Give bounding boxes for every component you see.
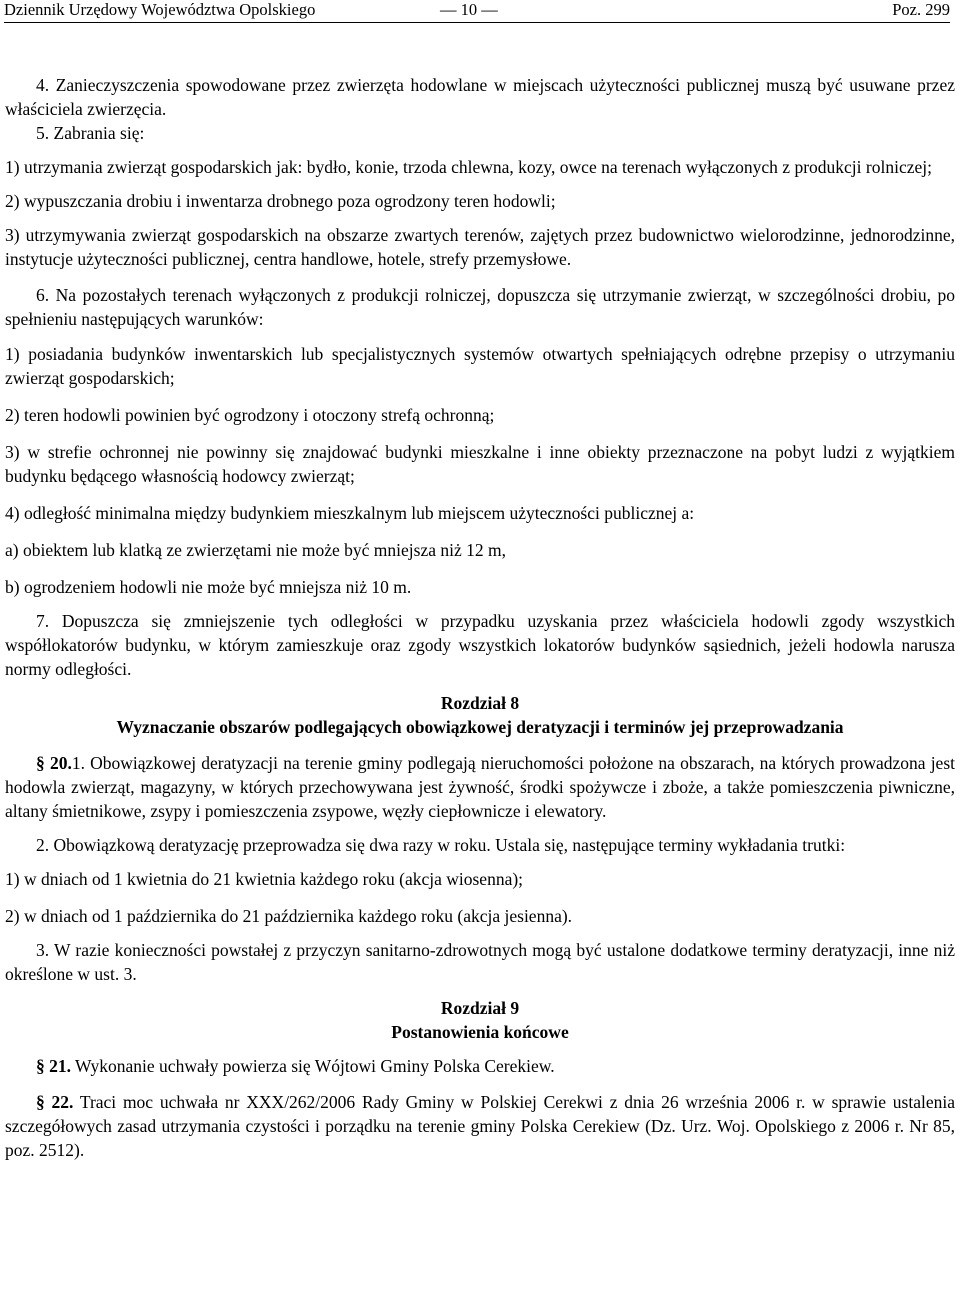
list-item: 2) teren hodowli powinien być ogrodzony i otoczony strefą ochronną; [5,405,495,425]
list-item: 2) wypuszczania drobiu i inwentarza drobnego poza ogrodzony teren hodowli; [5,191,556,211]
section-text: Wykonanie uchwały powierza się Wójtowi Gminy Polska Cerekiew. [71,1056,555,1076]
section-20-paragraph-2: 2. Obowiązkową deratyzację przeprowadza się dwa razy w roku. Ustala się, następujące terminy wykładania trutki: [36,835,846,855]
list-item: 1) utrzymania zwierząt gospodarskich jak: bydło, konie, trzoda chlewna, kozy, owce na terenach wyłączonych z produkcji rolniczej; [5,157,932,177]
list-item: b) ogrodzeniem hodowli nie może być mniejsza niż 10 m. [5,577,412,597]
page-header [4,0,950,26]
chapter-8-title: Wyznaczanie obszarów podlegających obowiązkowej deratyzacji i terminów jej przeprowadzania [116,717,844,737]
section-number: § 21. [36,1056,71,1076]
section-text: 1. Obowiązkowej deratyzacji na terenie gminy podlegają nieruchomości położone na obszarach, na których prowadzona jest hodowla zwierząt, magazyny, w których przechowywana jest żywność, środki spożywcze i zboże, a także pomieszczenia piwniczne, altany śmietnikowe, zsypy i pomieszczenia zsypowe, węzły ciepłownicze i elewatory. [5,753,955,821]
paragraph-7: 7. Dopuszcza się zmniejszenie tych odległości w przypadku uzyskania przez właściciela hodowli zgody wszystkich współlokatorów budynku, w którym zamieszkuje oraz zgody wszystkich lokatorów budynków sąsiednich, jeżeli hodowla narusza normy odległości. [5,611,955,679]
section-20-paragraph-3: 3. W razie konieczności powstałej z przyczyn sanitarno-zdrowotnych mogą być ustalone dodatkowe terminy deratyzacji, inne niż określone w ust. 3. [5,940,955,984]
paragraph-5: 5. Zabrania się: [36,123,145,143]
section-21 [5,1054,955,1078]
section-number: § 22. [36,1092,74,1112]
list-item: 3) utrzymywania zwierząt gospodarskich na obszarze zwartych terenów, zajętych przez budownictwo wielorodzinne, jednorodzinne, instytucje użyteczności publicznej, centra handlowe, hotele, strefy przemysłowe. [5,225,955,269]
chapter-9-number: Rozdział 9 [440,998,520,1018]
section-text: Traci moc uchwała nr XXX/262/2006 Rady Gminy w Polskiej Cerekwi z dnia 26 września 2006 r. w sprawie ustalenia szczegółowych zasad utrzymania czystości i porządku na terenie gminy Polska Cerekiew (Dz. Urz. Woj. Opolskiego z 2006 r. Nr 85, poz. 2512). [5,1092,955,1160]
chapter-8-number: Rozdział 8 [440,693,520,713]
document-body [5,73,955,1162]
list-item: 1) w dniach od 1 kwietnia do 21 kwietnia każdego roku (akcja wiosenna); [5,869,524,889]
paragraph-4: 4. Zanieczyszczenia spowodowane przez zwierzęta hodowlane w miejscach użyteczności publicznej muszą być usuwane przez właściciela zwierzęcia. [5,75,955,119]
paragraph-6: 6. Na pozostałych terenach wyłączonych z produkcji rolniczej, dopuszcza się utrzymanie zwierząt, w szczególności drobiu, po spełnieniu następujących warunków: [5,285,955,329]
list-item: 1) posiadania budynków inwentarskich lub specjalistycznych systemów otwartych spełniających odrębne przepisy o utrzymaniu zwierząt gospodarskich; [5,344,955,388]
header-rule [4,22,950,23]
position-number: Poz. 299 [892,0,950,19]
list-item: a) obiektem lub klatką ze zwierzętami nie może być mniejsza niż 12 m, [5,540,506,560]
section-number: § 20. [36,753,72,773]
list-item: 4) odległość minimalna między budynkiem mieszkalnym lub miejscem użyteczności publicznej a: [5,503,695,523]
list-item: 3) w strefie ochronnej nie powinny się znajdować budynki mieszkalne i inne obiekty przeznaczone na pobyt ludzi z wyjątkiem budynku będącego własnością hodowcy zwierząt; [5,442,955,486]
journal-title: Dziennik Urzędowy Województwa Opolskiego [4,0,316,19]
page-number: — 10 — [440,0,498,19]
chapter-9-title: Postanowienia końcowe [391,1022,569,1042]
section-20-paragraph-1 [5,751,955,823]
section-22 [5,1090,955,1162]
list-item: 2) w dniach od 1 października do 21 października każdego roku (akcja jesienna). [5,906,573,926]
